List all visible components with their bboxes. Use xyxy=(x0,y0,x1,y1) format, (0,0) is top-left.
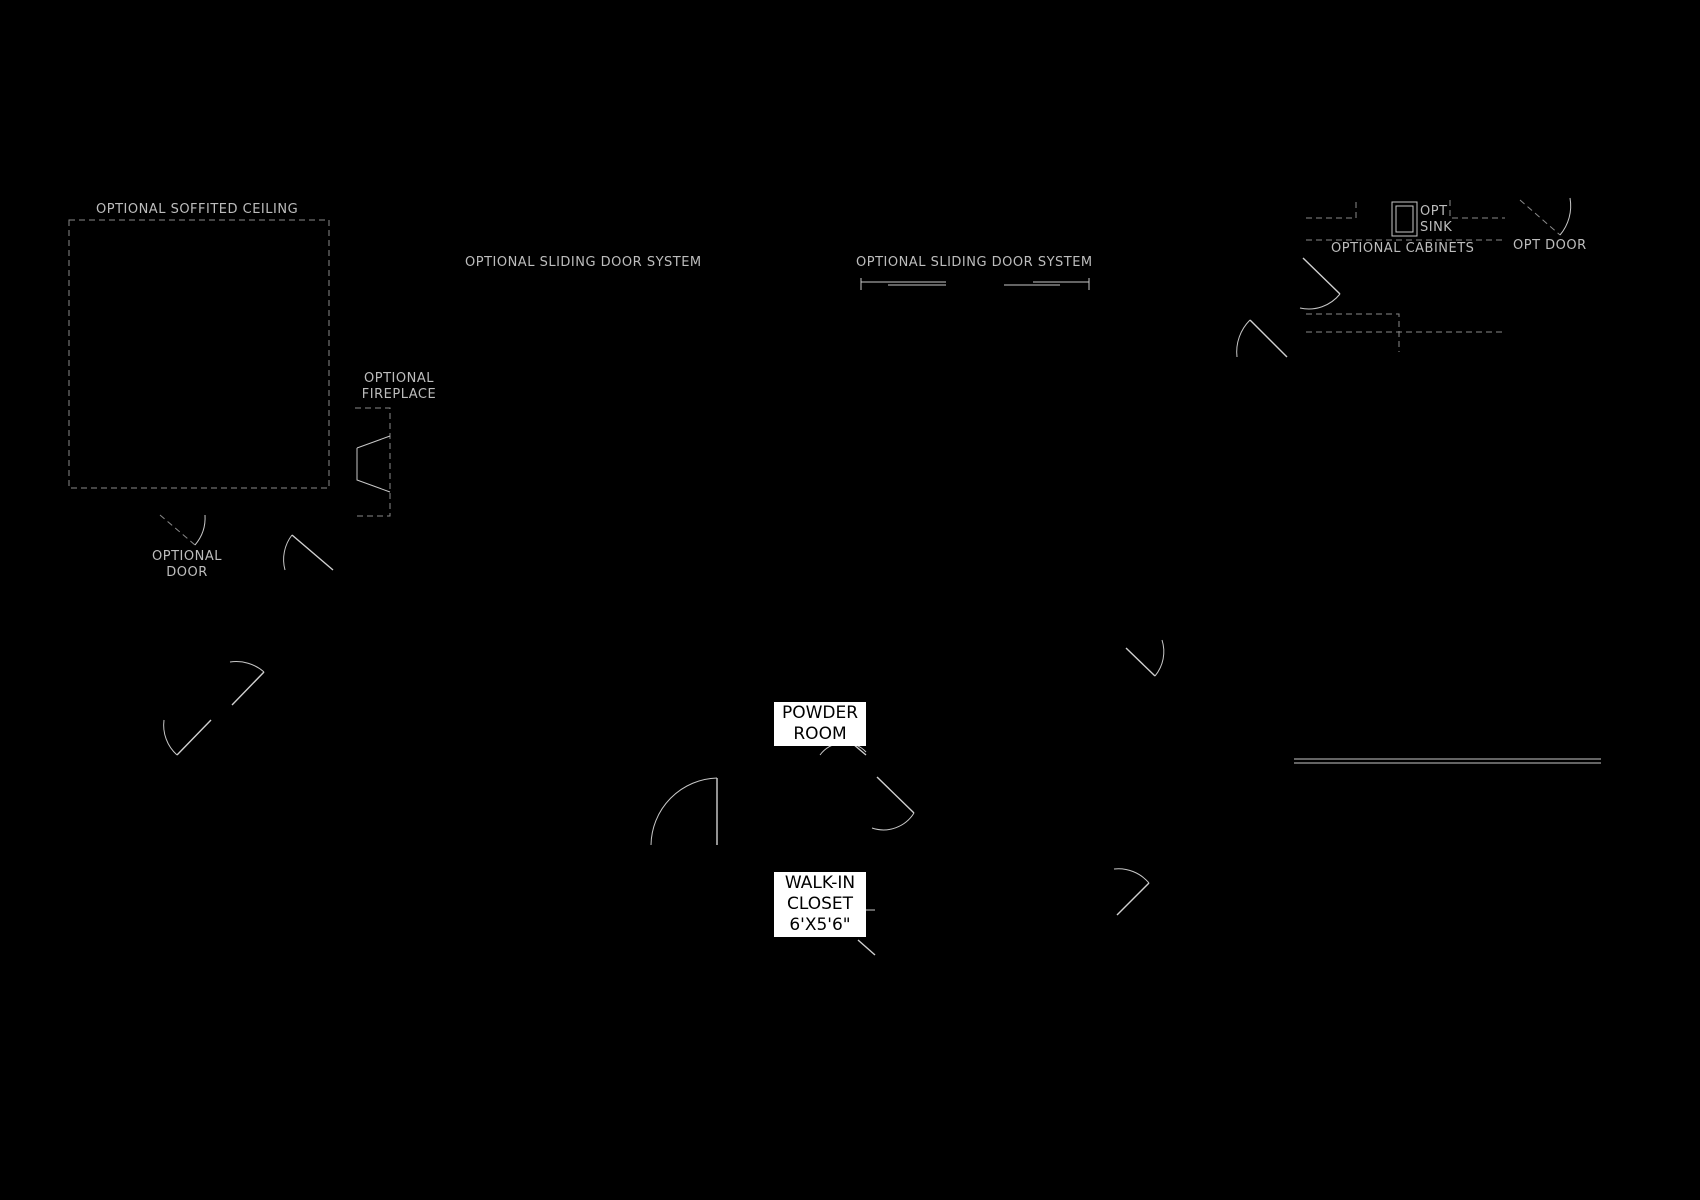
walk-in-closet-label-line2: CLOSET xyxy=(786,894,854,914)
cabinets-outline xyxy=(1306,200,1505,352)
fireplace-symbol xyxy=(355,408,390,516)
fireplace-label xyxy=(352,371,446,403)
opt-door-swing xyxy=(1520,198,1571,235)
soffit-outline xyxy=(69,220,329,488)
sliding-door-label-2: OPTIONAL SLIDING DOOR SYSTEM xyxy=(856,255,1093,270)
optional-door-label-line2: DOOR xyxy=(166,565,208,580)
fireplace-label-line1: OPTIONAL xyxy=(364,371,434,386)
door-swing-center xyxy=(651,743,914,845)
sliding-door-label-1: OPTIONAL SLIDING DOOR SYSTEM xyxy=(465,255,702,270)
cabinets-label: OPTIONAL CABINETS xyxy=(1331,241,1475,256)
optional-door-label-line1: OPTIONAL xyxy=(152,549,222,564)
walk-in-closet-dimensions: 6'X5'6" xyxy=(789,915,851,935)
wall-segment xyxy=(1294,759,1601,763)
fireplace-label-line2: FIREPLACE xyxy=(361,387,437,402)
door-swing-right-1 xyxy=(1237,258,1340,357)
powder-room-label-line2: ROOM xyxy=(793,724,847,744)
soffit-label: OPTIONAL SOFFITED CEILING xyxy=(96,202,299,217)
optional-door-swing xyxy=(160,515,205,545)
opt-sink-label xyxy=(1420,204,1452,236)
opt-door-label: OPT DOOR xyxy=(1513,238,1587,253)
door-swing-left-1 xyxy=(284,535,333,570)
optional-door-label xyxy=(140,549,234,581)
sliding-door-symbol xyxy=(861,278,1089,290)
opt-sink-label-line2: SINK xyxy=(1420,220,1453,235)
powder-room-label xyxy=(774,702,866,746)
opt-sink-label-line1: OPT xyxy=(1420,204,1448,219)
walk-in-closet-label xyxy=(774,872,866,937)
door-swing-right-3 xyxy=(1114,869,1149,915)
door-swing-right-2 xyxy=(1126,640,1164,676)
walk-in-closet-label-line1: WALK-IN xyxy=(784,873,856,893)
door-swing-left-2 xyxy=(164,662,264,755)
powder-room-label-line1: POWDER xyxy=(781,703,859,723)
